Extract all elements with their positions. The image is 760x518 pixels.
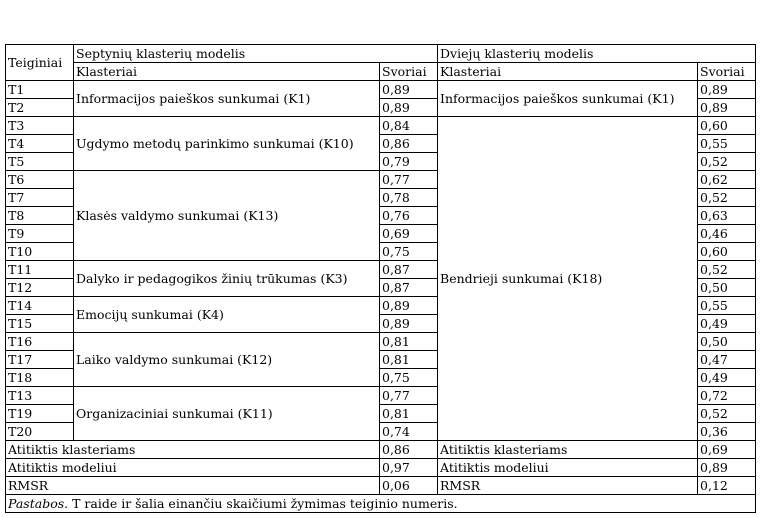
weight-7: 0,69 [380,225,438,243]
weight-2: 0,62 [698,171,756,189]
fit-model-label-7: Atitiktis modeliui [6,459,380,477]
weight-2: 0,46 [698,225,756,243]
header-model-2: Dviejų klasterių modelis [438,45,756,63]
fit-model-value-7: 0,97 [380,459,438,477]
statement-id: T18 [6,369,74,387]
header-svoriai-7: Svoriai [380,63,438,81]
weight-7: 0,89 [380,297,438,315]
fit-clusters-label-2: Atitiktis klasteriams [438,441,698,459]
statement-id: T6 [6,171,74,189]
weight-7: 0,89 [380,315,438,333]
weight-2: 0,55 [698,297,756,315]
weight-2: 0,55 [698,135,756,153]
cluster-7-cell: Emocijų sunkumai (K4) [74,297,380,333]
statement-id: T9 [6,225,74,243]
table-row [6,81,756,99]
cluster-7-cell: Laiko valdymo sunkumai (K12) [74,333,380,387]
fit-model-row [6,459,756,477]
weight-2: 0,36 [698,423,756,441]
weight-7: 0,89 [380,81,438,99]
rmsr-label-2: RMSR [438,477,698,495]
cluster-2-cell: Informacijos paieškos sunkumai (K1) [438,81,698,117]
weight-7: 0,87 [380,279,438,297]
weight-7: 0,81 [380,351,438,369]
note-label: Pastabos [8,496,65,511]
rmsr-value-2: 0,12 [698,477,756,495]
header-klasteriai-2: Klasteriai [438,63,698,81]
table-row [6,117,756,135]
fit-model-label-2: Atitiktis modeliui [438,459,698,477]
statement-id: T1 [6,81,74,99]
weight-2: 0,47 [698,351,756,369]
weight-7: 0,84 [380,117,438,135]
statement-id: T10 [6,243,74,261]
weight-7: 0,75 [380,369,438,387]
weight-2: 0,50 [698,279,756,297]
statement-id: T20 [6,423,74,441]
statement-id: T12 [6,279,74,297]
rmsr-value-7: 0,06 [380,477,438,495]
rmsr-row [6,477,756,495]
statement-id: T2 [6,99,74,117]
statement-id: T3 [6,117,74,135]
statement-id: T7 [6,189,74,207]
cluster-7-cell: Informacijos paieškos sunkumai (K1) [74,81,380,117]
statement-id: T8 [6,207,74,225]
weight-7: 0,76 [380,207,438,225]
statement-id: T5 [6,153,74,171]
statement-id: T17 [6,351,74,369]
cluster-7-cell: Klasės valdymo sunkumai (K13) [74,171,380,261]
weight-7: 0,74 [380,423,438,441]
weight-7: 0,79 [380,153,438,171]
statement-id: T4 [6,135,74,153]
weight-2: 0,49 [698,369,756,387]
weight-7: 0,77 [380,171,438,189]
fit-clusters-row [6,441,756,459]
header-model-7: Septynių klasterių modelis [74,45,438,63]
weight-2: 0,52 [698,153,756,171]
weight-2: 0,63 [698,207,756,225]
weight-2: 0,52 [698,261,756,279]
header-klasteriai-7: Klasteriai [74,63,380,81]
statement-id: T15 [6,315,74,333]
weight-2: 0,72 [698,387,756,405]
header-teiginiai: Teiginiai [6,45,74,81]
cluster-model-table [5,44,756,513]
weight-2: 0,52 [698,189,756,207]
fit-clusters-value-2: 0,69 [698,441,756,459]
statement-id: T11 [6,261,74,279]
cluster-7-cell: Ugdymo metodų parinkimo sunkumai (K10) [74,117,380,171]
weight-7: 0,87 [380,261,438,279]
table-note [6,495,756,513]
fit-clusters-label-7: Atitiktis klasteriams [6,441,380,459]
fit-model-value-2: 0,89 [698,459,756,477]
weight-7: 0,89 [380,99,438,117]
weight-7: 0,77 [380,387,438,405]
header-svoriai-2: Svoriai [698,63,756,81]
statement-id: T13 [6,387,74,405]
cluster-2-cell: Bendrieji sunkumai (K18) [438,117,698,441]
weight-2: 0,89 [698,81,756,99]
rmsr-label-7: RMSR [6,477,380,495]
statement-id: T14 [6,297,74,315]
header-row-2 [6,63,756,81]
weight-2: 0,60 [698,243,756,261]
note-text: . T raide ir šalia einančiu skaičiumi žymimas teiginio numeris. [64,496,458,511]
weight-7: 0,81 [380,405,438,423]
weight-2: 0,49 [698,315,756,333]
cluster-7-cell: Dalyko ir pedagogikos žinių trūkumas (K3) [74,261,380,297]
note-row [6,495,756,513]
weight-2: 0,89 [698,99,756,117]
weight-7: 0,75 [380,243,438,261]
weight-7: 0,78 [380,189,438,207]
header-row-1 [6,45,756,63]
weight-2: 0,60 [698,117,756,135]
weight-7: 0,81 [380,333,438,351]
fit-clusters-value-7: 0,86 [380,441,438,459]
weight-2: 0,52 [698,405,756,423]
weight-7: 0,86 [380,135,438,153]
weight-2: 0,50 [698,333,756,351]
cluster-7-cell: Organizaciniai sunkumai (K11) [74,387,380,441]
statement-id: T16 [6,333,74,351]
statement-id: T19 [6,405,74,423]
